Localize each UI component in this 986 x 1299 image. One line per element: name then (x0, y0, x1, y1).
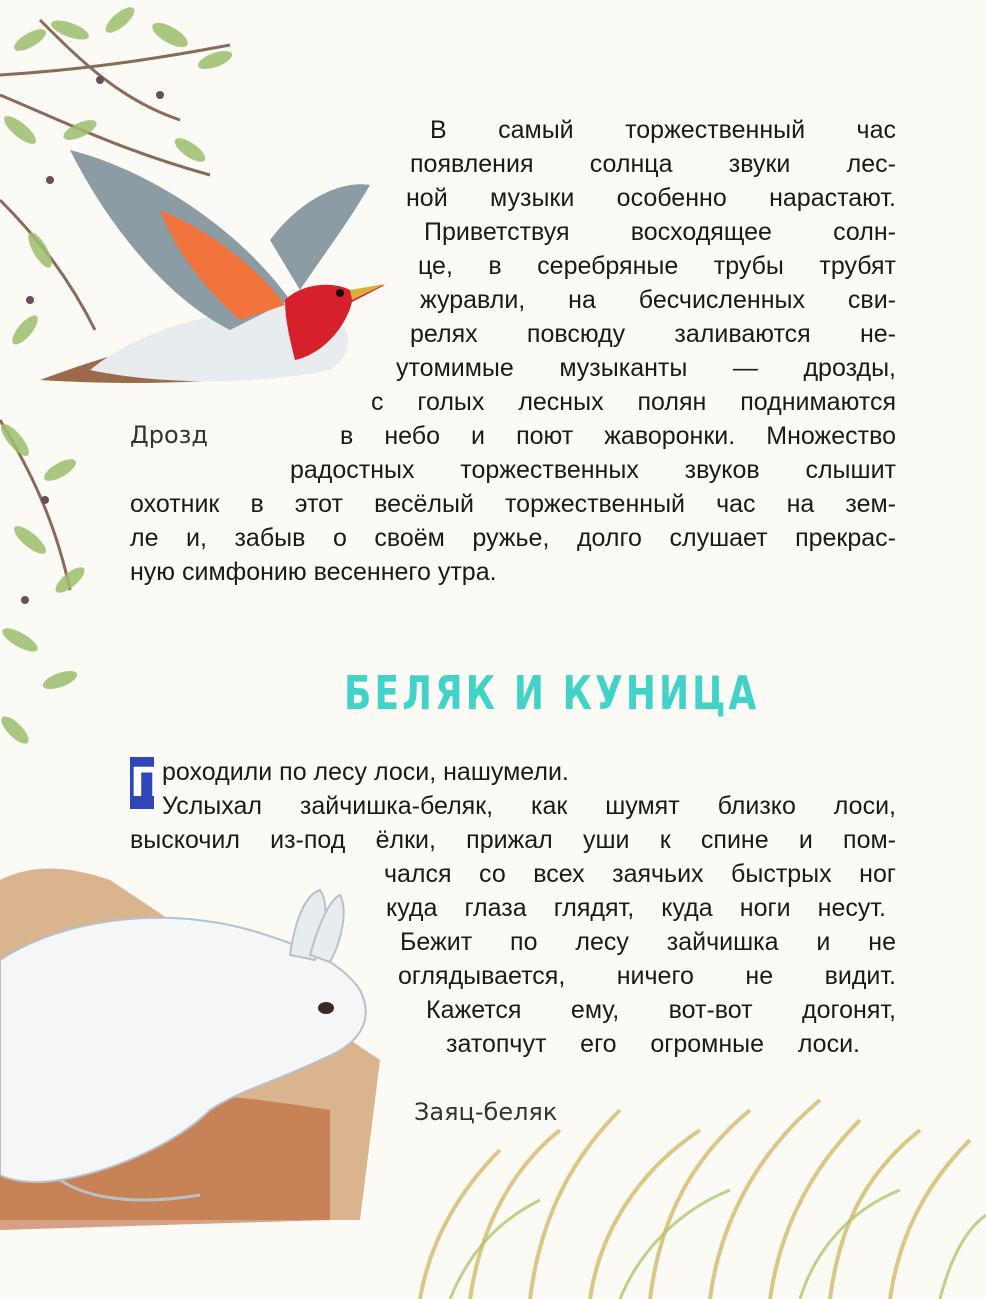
story2-line-3: выскочил из-под ёлки, прижал уши к спине и пом- (130, 826, 896, 854)
story1-line-1: В самый торжественный час (430, 116, 896, 144)
story2-line-8: Кажется ему, вот-вот догонят, (426, 996, 896, 1024)
story1-line-6: журавли, на бесчисленных сви- (420, 286, 896, 314)
story1-line-5: це, в серебряные трубы трубят (418, 252, 896, 280)
story1-line-9: с голых лесных полян поднимаются (371, 388, 896, 416)
story2-line-2: Услыхал зайчишка-беляк, как шумят близко лоси, (162, 792, 896, 820)
hare-illustration (0, 868, 380, 1230)
story2-line-6: Бежит по лесу зайчишка и не (400, 928, 896, 956)
grass-illustration (420, 1100, 970, 1299)
story1-line-8: утомимые музыканты — дрозды, (396, 354, 896, 382)
story1-line-4: Приветствуя восходящее солн- (424, 218, 896, 246)
story1-line-12: охотник в этот весёлый торжественный час на зем- (130, 490, 896, 518)
story1-line-7: релях повсюду заливаются не- (410, 320, 896, 348)
dropcap: П (130, 757, 154, 809)
story1-line-14: ную симфонию весеннего утра. (130, 558, 497, 586)
story1-line-13: ле и, забыв о своём ружье, долго слушает прекрас- (130, 524, 896, 552)
hare-caption: Заяц-беляк (414, 1098, 558, 1126)
story1-line-10: в небо и поют жаворонки. Множество (340, 422, 896, 450)
story2-title: БЕЛЯК И КУНИЦА (344, 666, 760, 720)
story2-line-9: затопчут его огромные лоси. (446, 1030, 860, 1058)
story2-line-5: куда глаза глядят, куда ноги несут. (386, 894, 886, 922)
story1-line-2: появления солнца звуки лес- (410, 150, 896, 178)
story1-line-3: ной музыки особенно нарастают. (406, 184, 896, 212)
story1-line-11: радостных торжественных звуков слышит (290, 456, 896, 484)
story2-line-7: оглядывается, ничего не видит. (398, 962, 896, 990)
thrush-caption: Дрозд (130, 421, 209, 449)
story2-line-4: чался со всех заячьих быстрых ног (384, 860, 896, 888)
story2-line-1: роходили по лесу лоси, нашумели. (162, 758, 569, 786)
thrush-bird-illustration (40, 150, 385, 383)
